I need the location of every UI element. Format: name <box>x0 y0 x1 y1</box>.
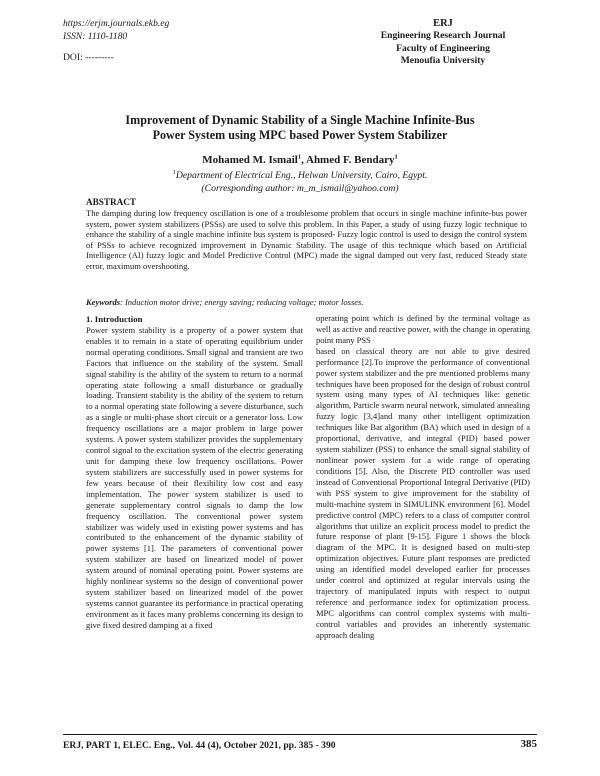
author-1: Mohamed M. Ismail <box>202 154 298 166</box>
footer-divider <box>63 734 537 735</box>
author-2-affil: 1 <box>394 153 398 161</box>
title-line-2: Power System using MPC based Power System Stabilizer <box>152 128 448 143</box>
abstract-text: The damping during low frequency oscillation is one of a troublesome problem that occurs in single machine infinite-bus power system, power system stabilizers (PSSs) are used to solve this problem. In this Paper, a study of using fuzzy logic technique to enhance the stability of a single machine infinite bus system is proposed- Fuzzy logic control is used to design the control system of PSSs to achieve recognized improvement in Dynamic Stability. The usage of this technique which based on Artificial Intelligence (AI) fuzzy logic and Model Predictive Control (MPC) made the signal damped out very fast, reduced Steady state error, maximum overshooting. <box>86 208 527 271</box>
affiliation-block <box>60 170 540 195</box>
title-line-1: Improvement of Dynamic Stability of a Single Machine Infinite-Bus <box>125 113 475 127</box>
intro-paragraph-right-1: operating point which is defined by the terminal voltage as well as active and reactive power, with the change in operating point many PSS <box>316 313 530 345</box>
intro-paragraph-right-2: based on classical theory are not able to give desired performance [2].To improve the performance of conventional power system stabilizer and the pre mentioned problems many techniques have been proposed for the design of robust control system using many types of AI techniques like: genetic algorithm, Particle swarm neural network, simulated annealing fuzzy logic [3,4]and many other intelligent optimization techniques like Bat algorithm (BA) which used in design of a proportional, derivative, and integral (PID) based power system stabilizer (PSS) to enhance the small signal stability of nonlinear power system for a wide range of operating conditions [5]. Also, the Discrete PID controller was used instead of Conventional Proportional Integral Derivative (PID) with PSS system to give improvement for the stability of multi-machine system in SIMULINK environment [6]. Model predictive control (MPC) refers to a class of computer control algorithms that utilize an explicit process model to predict the future response of plant [9-15]. Figure 1 shows the block diagram of the MPC. It is designed based on multi-step optimization objectives. Future plant responses are predicted using an identified model developed earlier for processes under control and optimized at regular intervals using the trajectory of manipulated inputs with respect to output reference and performance index for optimization process. MPC algorithms can control complex systems with multi-control variables and provides an inherently systematic approach dealing <box>316 345 530 640</box>
section-heading-introduction: 1. Introduction <box>86 314 143 324</box>
affil-marker: 1 <box>172 168 176 176</box>
page-number: 385 <box>520 738 537 750</box>
journal-name: Engineering Research Journal <box>380 30 506 42</box>
abstract-heading: ABSTRACT <box>86 197 137 207</box>
author-1-affil: 1 <box>297 153 302 161</box>
keywords-label: Keywords <box>86 297 120 307</box>
author-2: Ahmed F. Bendary <box>306 154 395 166</box>
faculty-name: Faculty of Engineering <box>396 42 490 54</box>
right-column <box>316 313 530 641</box>
journal-abbr: ERJ <box>433 18 453 29</box>
header-left <box>63 18 169 65</box>
university-name: Menoufia University <box>400 55 486 67</box>
intro-paragraph-left: Power system stability is a property of a power system that enables it to remain in a state of operating equilibrium under normal operating conditions. Small signal and transient are two Factors that influence on the stability of the system. Small signal stability is the ability of the system to return to a normal operating state following a small disturbance or gradually loading. Transient stability is the ability of the system to return to a normal operating state following a severe disturbance, such as a single or multi-phase short circuit or a generator loss. Low frequency oscillations are a major problem in large power systems. A power system stabilizer provides the supplementary control signal to the excitation system of the electric generating unit for damping these low frequency oscillations. Power system stabilizers are successfully used in power systems for few years because of their flexibility low cost and easy implementation. The power system stabilizer is used to generate supplementary control signals to damp the low frequency oscillation. The conventional power system stabilizer was widely used in existing power systems and has contributed to the enhancement of the dynamic stability of power systems [1]. The parameters of conventional power system stabilizer are based on linearized model of power system around of nominal operating point. Power systems are highly nonlinear systems so the design of conventional power system stabilizer based on linearized model of the power systems cannot guarantee its performance in practical operating environment as it faces many problems concerning its design to give fixed desired damping at a fixed <box>86 324 303 630</box>
affiliation-text: Department of Electrical Eng., Helwan University, Cairo, Egypt. <box>175 170 428 181</box>
keywords-text: : Induction motor drive; energy saving; reducing voltage; motor losses. <box>120 297 364 307</box>
keywords <box>86 297 527 307</box>
footer-citation: ERJ, PART 1, ELEC. Eng., Vol. 44 (4), October 2021, pp. 385 - 390 <box>63 740 336 751</box>
issn: ISSN: 1110-1180 <box>63 30 128 42</box>
doi: DOI: --------- <box>63 52 114 64</box>
paper-title <box>60 113 540 144</box>
author-list <box>60 154 540 166</box>
author-separator: , <box>301 154 306 166</box>
left-column <box>86 314 303 631</box>
header-right <box>343 18 543 68</box>
affiliation <box>60 170 540 183</box>
journal-url[interactable]: https://erjm.journals.ekb.eg <box>63 18 170 29</box>
corresponding-author: (Corresponding author: m_m_ismail@yahoo.com) <box>201 182 399 194</box>
